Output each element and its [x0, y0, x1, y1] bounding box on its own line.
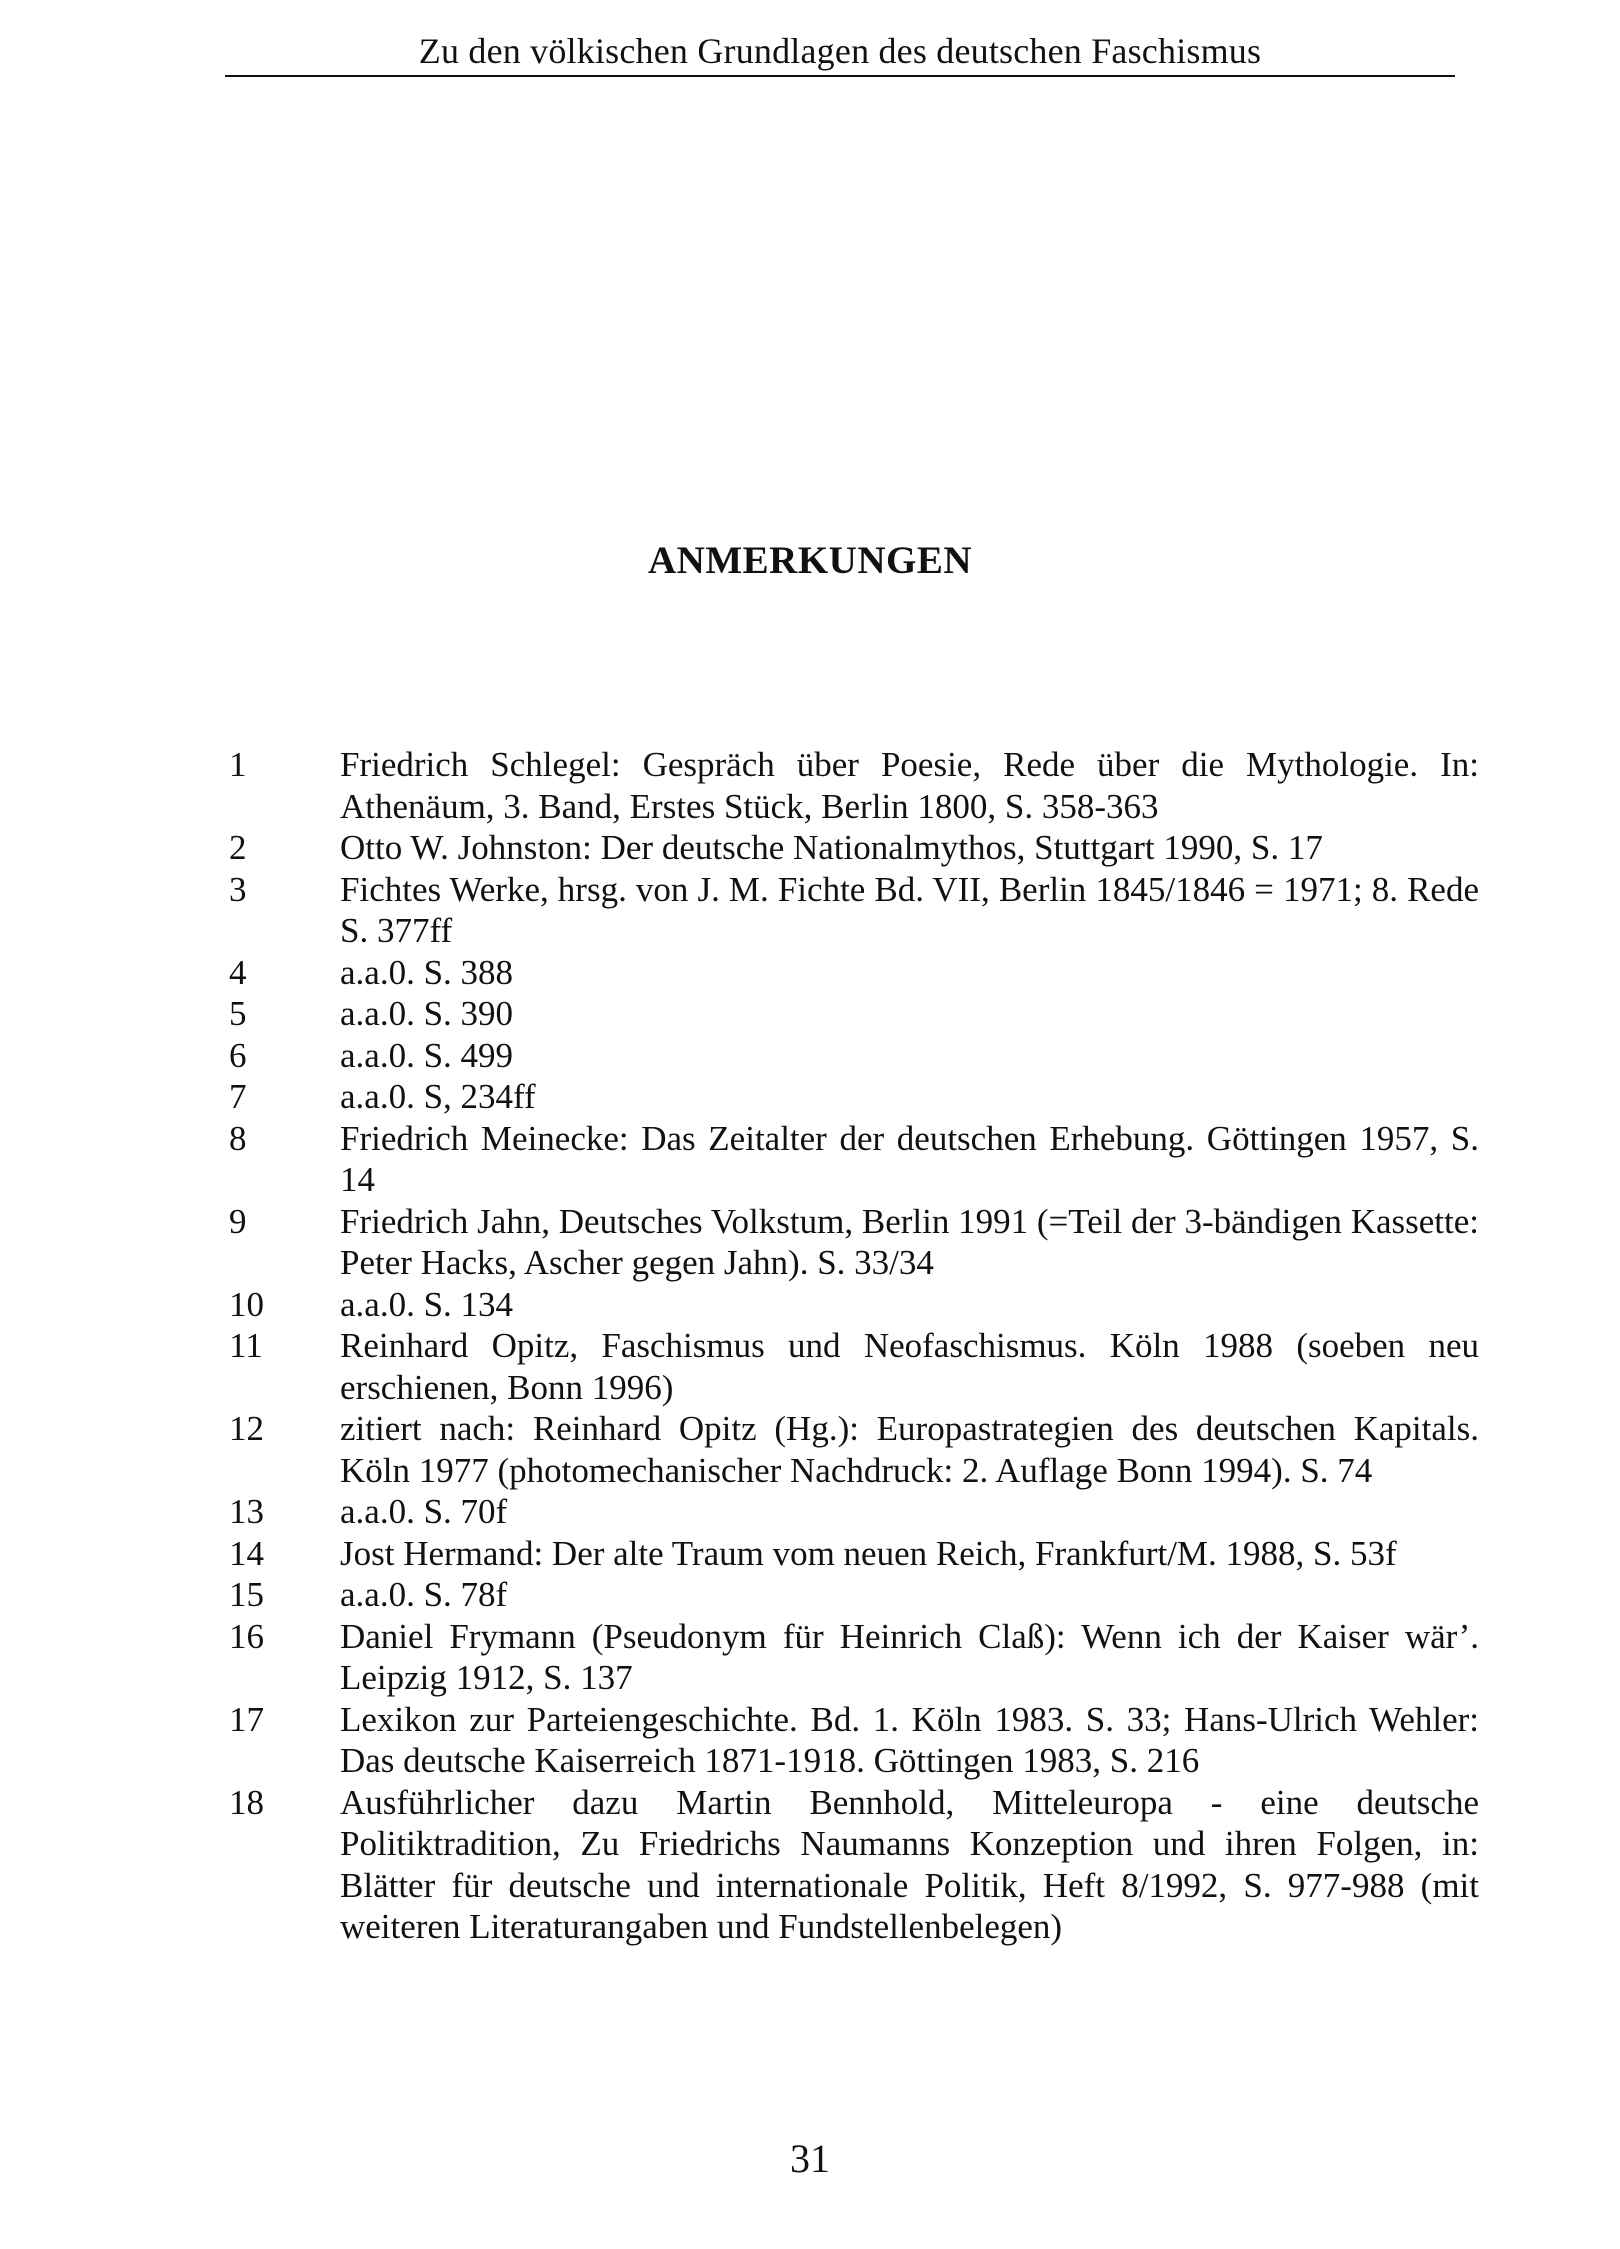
note-number: 13 [229, 1492, 264, 1531]
note-item [229, 1118, 1479, 1201]
note-text: a.a.0. S. 70f [340, 1492, 508, 1531]
note-text: Friedrich Jahn, Deutsches Volkstum, Berlin 1991 (=Teil der 3-bändigen Kassette: Peter Hacks, Ascher gegen Jahn). S. 33/34 [340, 1201, 1479, 1282]
note-number: 16 [229, 1616, 264, 1656]
note-number: 10 [229, 1284, 264, 1324]
note-number: 2 [229, 828, 247, 867]
note-text: zitiert nach: Reinhard Opitz (Hg.): Europastrategien des deutschen Kapitals. Köln 1977 (photomechanischer Nachdruck: 2. Auflage Bonn 1994). S. 74 [340, 1409, 1479, 1490]
header-rule [225, 75, 1455, 77]
note-item [229, 1076, 1479, 1118]
note-item [229, 993, 1479, 1035]
note-number: 11 [229, 1326, 263, 1365]
note-item [229, 952, 1479, 994]
note-text: Fichtes Werke, hrsg. von J. M. Fichte Bd. VII, Berlin 1845/1846 = 1971; 8. Rede S. 377ff [340, 869, 1479, 950]
note-number: 18 [229, 1782, 264, 1822]
page-number: 31 [790, 2136, 830, 2181]
note-number: 9 [229, 1201, 247, 1241]
note-text: a.a.0. S. 499 [340, 1035, 514, 1075]
note-number: 17 [229, 1699, 264, 1739]
note-text: Lexikon zur Parteiengeschichte. Bd. 1. Köln 1983. S. 33; Hans-Ulrich Wehler: Das deutsche Kaiserreich 1871-1918. Göttingen 1983, S. 216 [340, 1699, 1479, 1780]
note-number: 14 [229, 1533, 264, 1573]
note-item [229, 1325, 1479, 1408]
note-text: Friedrich Meinecke: Das Zeitalter der deutschen Erhebung. Göttingen 1957, S. 14 [340, 1118, 1479, 1199]
note-item [229, 1533, 1479, 1575]
note-text: Daniel Frymann (Pseudonym für Heinrich Claß): Wenn ich der Kaiser wär’. Leipzig 1912, S. 137 [340, 1616, 1479, 1697]
note-number: 3 [229, 869, 247, 909]
note-item [229, 1616, 1479, 1699]
note-number: 6 [229, 1035, 247, 1075]
note-item [229, 1035, 1479, 1077]
note-item [229, 744, 1479, 827]
note-item [229, 1284, 1479, 1326]
notes-list [229, 744, 1479, 1948]
note-text: Jost Hermand: Der alte Traum vom neuen Reich, Frankfurt/M. 1988, S. 53f [340, 1533, 1397, 1573]
note-item [229, 827, 1479, 869]
note-text: a.a.0. S. 134 [340, 1284, 514, 1324]
note-text: a.a.0. S, 234ff [340, 1077, 536, 1116]
note-number: 15 [229, 1575, 264, 1614]
note-item [229, 1408, 1479, 1491]
note-number: 5 [229, 994, 247, 1033]
note-number: 4 [229, 952, 247, 992]
note-text: Otto W. Johnston: Der deutsche Nationalmythos, Stuttgart 1990, S. 17 [340, 828, 1323, 867]
note-text: Friedrich Schlegel: Gespräch über Poesie, Rede über die Mythologie. In: Athenäum, 3. Band, Erstes Stück, Berlin 1800, S. 358-363 [340, 745, 1479, 826]
note-item [229, 869, 1479, 952]
note-text: a.a.0. S. 78f [340, 1575, 508, 1614]
note-number: 1 [229, 745, 247, 784]
note-text: a.a.0. S. 388 [340, 952, 514, 992]
note-text: a.a.0. S. 390 [340, 994, 514, 1033]
note-text: Ausführlicher dazu Martin Bennhold, Mitteleuropa - eine deutsche Politiktradition, Zu Friedrichs Naumanns Konzeption und ihren Folgen, in: Blätter für deutsche und internationale Politik, Heft 8/1992, S. 977-988 (mit weiteren Literaturangaben und Fundstellenbelegen) [340, 1782, 1479, 1946]
note-item [229, 1491, 1479, 1533]
note-item [229, 1201, 1479, 1284]
note-item [229, 1699, 1479, 1782]
running-header: Zu den völkischen Grundlagen des deutschen Faschismus [418, 31, 1262, 71]
note-number: 8 [229, 1118, 247, 1158]
section-title: ANMERKUNGEN [648, 539, 972, 582]
note-number: 12 [229, 1409, 264, 1448]
note-number: 7 [229, 1077, 247, 1116]
note-text: Reinhard Opitz, Faschismus und Neofaschismus. Köln 1988 (soeben neu erschienen, Bonn 1996) [340, 1326, 1479, 1407]
note-item [229, 1574, 1479, 1616]
note-item [229, 1782, 1479, 1948]
